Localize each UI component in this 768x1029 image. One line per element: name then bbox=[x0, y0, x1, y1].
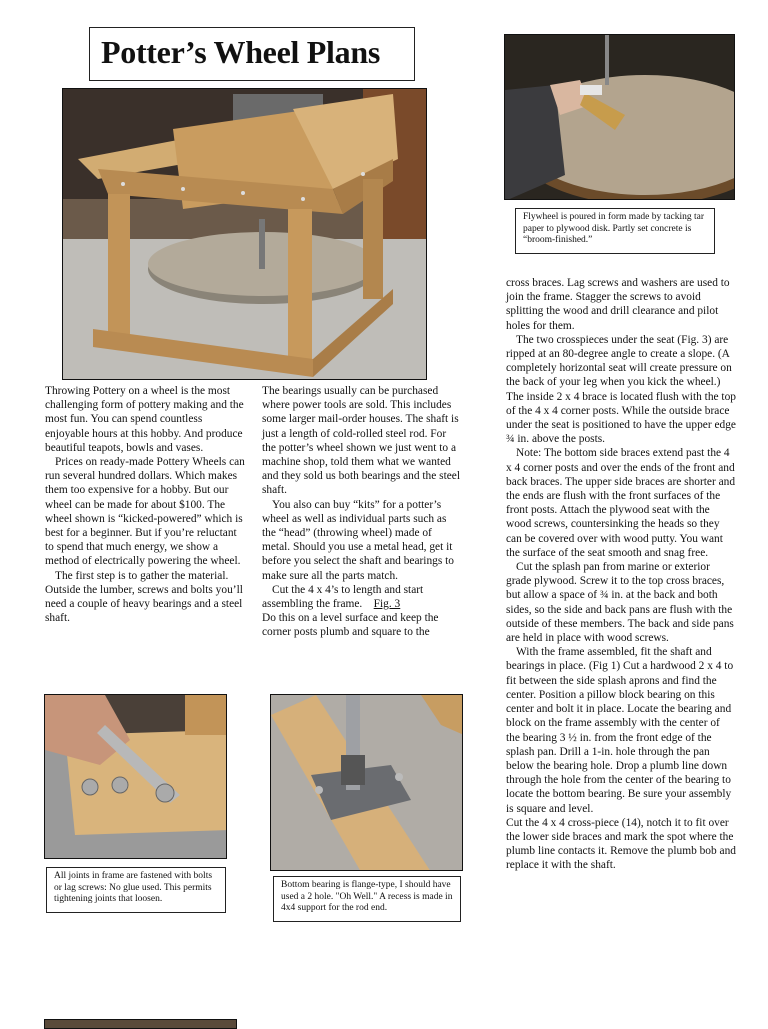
paragraph: Throwing Pottery on a wheel is the most challenging form of pottery making and the most fun. You can spend countless enjoyable hours at this hobby. And produce beautiful teapots, bowls and vases. bbox=[45, 385, 244, 454]
paragraph bbox=[262, 583, 462, 611]
joints-caption: All joints in frame are fastened with bolts or lag screws: No glue used. This permits tightening joints that loosen. bbox=[46, 867, 226, 913]
next-photo-partial bbox=[44, 1019, 237, 1029]
article-column-3 bbox=[506, 276, 736, 873]
paragraph: cross braces. Lag screws and washers are used to join the frame. Stagger the screws to avoid splitting the wood and drill clearance and pilot holes for them. bbox=[506, 277, 730, 332]
article-column-1 bbox=[45, 384, 245, 625]
paragraph: Do this on a level surface and keep the corner posts plumb and square to the bbox=[262, 612, 439, 639]
flywheel-caption: Flywheel is poured in form made by tacking tar paper to plywood disk. Partly set concrete is “broom-finished.” bbox=[515, 208, 715, 254]
page-title: Potter’s Wheel Plans bbox=[101, 34, 380, 70]
paragraph: The first step is to gather the material. Outside the lumber, screws and bolts you’ll need a couple of heavy bearings and a steel shaft. bbox=[45, 569, 243, 625]
paragraph: Note: The bottom side braces extend past the 4 x 4 corner posts and over the ends of the front and back braces. The upper side braces are shorter and the ends are flush with the front surfaces of the front posts. Attach the plywood seat with the wood screws, countersinking the heads so they can be covered over with wood putty. You want the surface of the seat smooth and snag free. bbox=[506, 447, 736, 559]
bearing-photo bbox=[270, 694, 463, 871]
fig-3-link[interactable]: Fig. 3 bbox=[373, 598, 401, 611]
paragraph: The two crosspieces under the seat (Fig. 3) are ripped at an 80-degree angle to create a slope. (A completely horizontal seat will create pressure on the back of your leg when you kick the wheel.) The inside 2 x 4 brace is located flush with the top of the 4 x 4 corner posts. While the outside brace under the seat is positioned to have the upper edge ¾ in. above the posts. bbox=[506, 333, 736, 446]
bearing-caption: Bottom bearing is flange-type, I should have used a 2 hole. "Oh Well." A recess is made in 4x4 support for the rod end. bbox=[273, 876, 461, 922]
paragraph: Prices on ready-made Pottery Wheels can run several hundred dollars. Which makes them too expensive for a hobby. But our wheel can be made for about $100. The wheel shown is “kicked-powered” which is best for a beginner. But if you’re reluctant to spend that much energy, we show a method of electrically powering the wheel. bbox=[45, 456, 245, 568]
article-column-2 bbox=[262, 384, 462, 640]
paragraph: You also can buy “kits” for a potter’s wheel as well as individual parts such as the “head” (throwing wheel) made of metal. Should you use a metal head, get it before you select the shaft and bearings to make sure all the parts match. bbox=[262, 498, 454, 582]
paragraph: The bearings usually can be purchased where power tools are sold. This includes some larger mail-order houses. The shaft is just a length of cold-rolled steel rod. For the potter’s wheel shown we just went to a machine shop, told them what we wanted and they sold us both bearings and the steel shaft. bbox=[262, 385, 461, 497]
paragraph: Cut the splash pan from marine or exterior grade plywood. Screw it to the top cross braces, but allow a space of ¾ in. at the back and both sides, so the side and back pans are flush with the outside of these members. The back and side pans are held in place with wood screws. bbox=[506, 561, 734, 645]
flywheel-photo bbox=[504, 34, 735, 200]
paragraph-text: Cut the 4 x 4’s to length and start assembling the frame. bbox=[262, 583, 424, 611]
wheel-frame-photo bbox=[62, 88, 427, 380]
paragraph: Cut the 4 x 4 cross-piece (14), notch it to fit over the lower side braces and mark the spot where the plumb line contacts it. Remove the plumb bob and replace it with the shaft. bbox=[506, 816, 736, 872]
paragraph: With the frame assembled, fit the shaft and bearings in place. (Fig 1) Cut a hardwood 2 x 4 to fit between the side splash aprons and find the center. Position a pillow block bearing on this center and bolt it in place. Locate the bearing and block on the frame assembly with the center of the bearing 3 ½ in. from the front edge of the splash pan. Drill a 1-in. hole through the pan below the bearing hole. Drop a plumb line down through the hole from the center of the bearing to locate the bottom bearing. Be sure your assembly is square and level. bbox=[506, 646, 734, 815]
joints-photo bbox=[44, 694, 227, 859]
